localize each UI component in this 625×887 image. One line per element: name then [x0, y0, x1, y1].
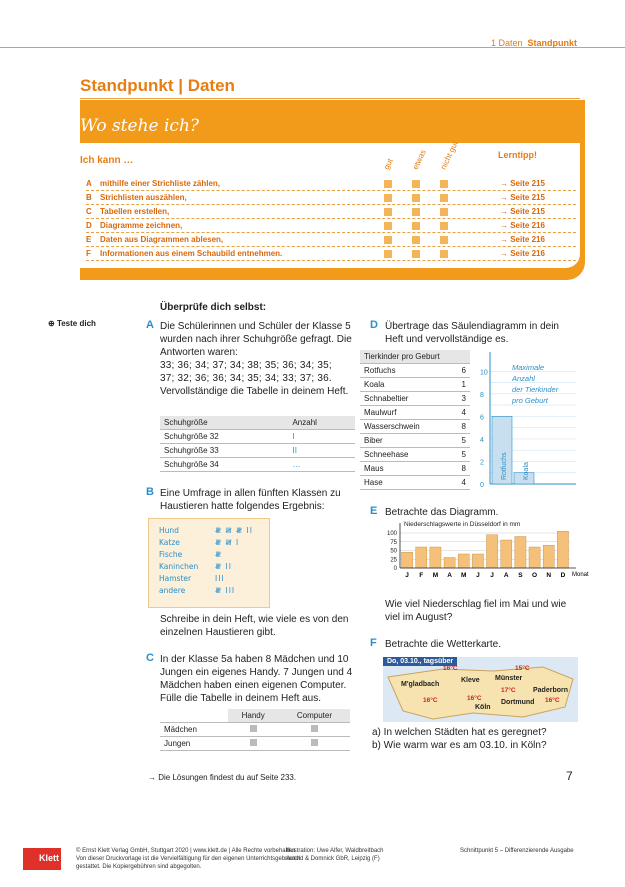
- row-ref-link[interactable]: → Seite 216: [500, 235, 545, 244]
- bar-label: Koala: [523, 462, 530, 480]
- bar: [529, 547, 540, 568]
- bar: [515, 537, 526, 569]
- checkbox-nicht-gut[interactable]: [440, 250, 448, 258]
- checkbox-nicht-gut[interactable]: [440, 222, 448, 230]
- x-tick-label: M: [432, 572, 439, 579]
- animal-name: Schneehase: [360, 448, 452, 462]
- animal-table: [360, 350, 470, 490]
- row-ref-link[interactable]: → Seite 215: [500, 207, 545, 216]
- animal-count: 4: [452, 406, 470, 420]
- pet-tally: III: [215, 574, 225, 583]
- row-letter: C: [86, 207, 92, 216]
- book-title: Schnittpunkt 5 – Differenzierende Ausgabe: [460, 848, 574, 854]
- col-gut: gut: [381, 157, 395, 171]
- col-nicht-gut: nicht gut: [438, 139, 460, 171]
- weather-map: [383, 657, 578, 722]
- checkbox-etwas[interactable]: [412, 250, 420, 258]
- page-title: Standpunkt | Daten: [80, 76, 235, 95]
- table-row: [160, 723, 350, 737]
- cell: Schuhgröße 32: [160, 430, 288, 444]
- th-anzahl: Anzahl: [288, 416, 355, 430]
- x-tick-label: F: [419, 572, 424, 579]
- x-axis-label: Monat: [572, 572, 589, 578]
- animal-count: 8: [452, 420, 470, 434]
- pet-tally: 𝍸: [215, 550, 223, 559]
- cell: Schuhgröße 34: [160, 458, 288, 472]
- y-tick-label: 100: [386, 531, 397, 537]
- cell: Schuhgröße 33: [160, 444, 288, 458]
- checkbox-nicht-gut[interactable]: [440, 236, 448, 244]
- check-heading: Überprüfe dich selbst:: [160, 302, 267, 313]
- y-tick-label: 10: [480, 369, 488, 377]
- row-letter: A: [86, 179, 92, 188]
- checkbox-etwas[interactable]: [412, 222, 420, 230]
- animal-count: 1: [452, 378, 470, 392]
- th-schuhgroesse: Schuhgröße: [160, 416, 288, 430]
- bar: [458, 554, 469, 568]
- task-a-text: Die Schülerinnen und Schüler der Klasse 5 wurden nach ihrer Schuhgröße gefragt. Die Antworten waren:: [160, 321, 352, 358]
- bar: [501, 540, 512, 568]
- city-label: Paderborn: [533, 687, 569, 694]
- x-tick-label: O: [532, 572, 538, 579]
- pet-name: Kaninchen: [159, 562, 199, 571]
- task-f-q2: b) Wie warm war es am 03.10. in Köln?: [372, 740, 547, 751]
- task-a-data-2: 37; 32; 36; 36; 34; 35; 34; 33; 37; 36.: [160, 373, 332, 384]
- table-row: [360, 462, 470, 476]
- checkbox-etwas[interactable]: [412, 180, 420, 188]
- y-tick-label: 4: [480, 436, 484, 444]
- chart-title: Niederschlagswerte in Düsseldorf in mm: [404, 521, 521, 528]
- checkbox-gut[interactable]: [384, 250, 392, 258]
- annotation-line: Maximale: [512, 363, 545, 372]
- title-rule: [80, 98, 580, 99]
- solutions-hint: → Die Lösungen findest du auf Seite 233.: [148, 773, 297, 782]
- animal-count: 3: [452, 392, 470, 406]
- task-e-text: Betrachte das Diagramm.: [385, 507, 499, 518]
- table-row: [160, 444, 355, 458]
- task-a-data-1: 33; 36; 34; 37; 34; 38; 35; 36; 34; 35;: [160, 360, 332, 371]
- cell: II: [288, 444, 355, 458]
- x-tick-label: J: [476, 572, 480, 579]
- city-label: M'gladbach: [401, 681, 440, 688]
- x-tick-label: S: [518, 572, 523, 579]
- city-label: Münster: [495, 675, 523, 682]
- animal-name: Schnabeltier: [360, 392, 452, 406]
- row-text: mithilfe einer Strichliste zählen,: [100, 179, 221, 188]
- bar: [543, 545, 554, 568]
- y-tick-label: 2: [480, 459, 484, 467]
- temperature-label: 16°C: [467, 695, 482, 702]
- y-tick-label: 50: [390, 548, 397, 555]
- animal-name: Maus: [360, 462, 452, 476]
- animal-count: 6: [452, 364, 470, 378]
- pet-tally: 𝍸 III: [215, 586, 236, 595]
- illustration-credit: Illustration: Uwe Alfer, Waldbreitbach Arnold & Domnick GbR, Leipzig (F): [286, 848, 384, 862]
- checkbox-nicht-gut[interactable]: [440, 208, 448, 216]
- task-e-letter: E: [370, 505, 378, 517]
- page-number: 7: [566, 769, 573, 783]
- running-header: 1 Daten Standpunkt: [490, 38, 577, 48]
- city-label: Dortmund: [501, 699, 535, 706]
- task-a-text2: Vervollständige die Tabelle in deinem Heft.: [160, 386, 349, 397]
- pet-name: Hund: [159, 526, 179, 535]
- task-f-text: Betrachte die Wetterkarte.: [385, 639, 501, 650]
- temperature-label: 16°C: [443, 665, 458, 672]
- x-tick-label: M: [461, 572, 467, 579]
- task-e-question: Wie viel Niederschlag fiel im Mai und wie viel im August?: [385, 599, 567, 623]
- bar: [472, 554, 483, 568]
- task-a: [160, 320, 355, 398]
- table-row: [160, 430, 355, 444]
- table-row: [360, 420, 470, 434]
- checklist-row: [86, 219, 576, 233]
- row-ref-link[interactable]: → Seite 215: [500, 179, 545, 188]
- row-ref-link[interactable]: → Seite 216: [500, 221, 545, 230]
- x-tick-label: A: [503, 572, 509, 579]
- checklist-row: [86, 247, 576, 261]
- table-row: [360, 448, 470, 462]
- checkbox-etwas[interactable]: [412, 236, 420, 244]
- row-letter: E: [86, 235, 92, 244]
- pet-tally: 𝍸 𝍸 I: [215, 538, 240, 547]
- animal-name: Wasserschwein: [360, 420, 452, 434]
- pet-tally-note: [148, 518, 270, 608]
- table-row: [360, 378, 470, 392]
- task-b-text: Eine Umfrage in allen fünften Klassen zu Haustieren hatte folgendes Ergebnis:: [160, 488, 341, 512]
- cell-empty: [228, 737, 279, 751]
- task-f-letter: F: [370, 637, 377, 649]
- checklist-row: [86, 191, 576, 205]
- pet-name: andere: [159, 586, 186, 595]
- banner-question: Wo stehe ich?: [80, 116, 200, 136]
- animal-count: 8: [452, 462, 470, 476]
- animal-bar-chart: [476, 348, 580, 494]
- table-row: [360, 434, 470, 448]
- checkbox-gut[interactable]: [384, 222, 392, 230]
- task-b-letter: B: [146, 486, 154, 498]
- teste-dich-link[interactable]: ⊕ Teste dich: [48, 319, 96, 328]
- bar: [557, 531, 568, 568]
- th-tierkinder: Tierkinder pro Geburt: [360, 350, 470, 364]
- checklist-row: [86, 205, 576, 219]
- pet-name: Fische: [159, 550, 183, 559]
- shoe-size-table: [160, 416, 355, 472]
- annotation-line: der Tierkinder: [512, 385, 559, 394]
- table-row: [160, 458, 355, 472]
- task-b-text2: Schreibe in dein Heft, wie viele es von den einzelnen Haustieren gibt.: [160, 614, 349, 638]
- checkbox-etwas[interactable]: [412, 208, 420, 216]
- x-tick-label: D: [560, 572, 566, 579]
- table-row: [360, 406, 470, 420]
- row-text: Tabellen erstellen,: [100, 207, 170, 216]
- bar: [430, 547, 441, 568]
- x-tick-label: J: [405, 572, 409, 579]
- y-tick-label: 75: [390, 539, 397, 546]
- pet-tally: 𝍸 𝍸 𝍸 II: [215, 526, 253, 535]
- bar-label: Rotfuchs: [501, 452, 508, 480]
- globe-icon: ⊕: [48, 319, 55, 328]
- bar: [402, 552, 413, 568]
- x-tick-label: N: [546, 572, 552, 579]
- precipitation-chart: [370, 518, 589, 582]
- animal-count: 5: [452, 448, 470, 462]
- ich-kann-label: Ich kann …: [80, 155, 134, 166]
- checkbox-etwas[interactable]: [412, 194, 420, 202]
- bar: [416, 547, 427, 568]
- cell-empty: [228, 723, 279, 737]
- bar: [487, 535, 498, 568]
- animal-name: Hase: [360, 476, 452, 490]
- task-c-letter: C: [146, 652, 154, 664]
- pet-name: Hamster: [159, 574, 192, 583]
- checkbox-nicht-gut[interactable]: [440, 194, 448, 202]
- row-ref-link[interactable]: → Seite 215: [500, 193, 545, 202]
- bar: [444, 558, 455, 569]
- animal-count: 4: [452, 476, 470, 490]
- checkbox-gut[interactable]: [384, 236, 392, 244]
- col-etwas: etwas: [410, 148, 428, 171]
- temperature-label: 16°C: [423, 697, 438, 704]
- row-letter: D: [86, 221, 92, 230]
- animal-name: Koala: [360, 378, 452, 392]
- map-title: Do, 03.10., tagsüber: [383, 657, 457, 666]
- checkbox-gut[interactable]: [384, 194, 392, 202]
- animal-name: Biber: [360, 434, 452, 448]
- table-row: [160, 737, 350, 751]
- cell: …: [288, 458, 355, 472]
- task-f-q1: a) In welchen Städten hat es geregnet?: [372, 727, 547, 738]
- row-maedchen: Mädchen: [160, 723, 228, 737]
- y-tick-label: 0: [393, 566, 397, 572]
- lerntipp-label: Lerntipp!: [498, 150, 537, 160]
- th-empty: [160, 709, 228, 723]
- animal-name: Rotfuchs: [360, 364, 452, 378]
- checkbox-gut[interactable]: [384, 180, 392, 188]
- annotation-line: Anzahl: [512, 374, 535, 383]
- x-tick-label: J: [490, 572, 494, 579]
- checklist-row: [86, 177, 576, 191]
- row-ref-link[interactable]: → Seite 216: [500, 249, 545, 258]
- phone-computer-table: [160, 709, 350, 751]
- temperature-label: 17°C: [501, 687, 516, 694]
- cell-empty: [279, 723, 350, 737]
- annotation-line: pro Geburt: [512, 396, 548, 405]
- cell-empty: [279, 737, 350, 751]
- table-row: [360, 392, 470, 406]
- row-letter: F: [86, 249, 91, 258]
- checkbox-gut[interactable]: [384, 208, 392, 216]
- task-d-text: Übertrage das Säulendiagramm in dein Heft und vervollständige es.: [385, 321, 559, 345]
- task-d-letter: D: [370, 319, 378, 331]
- checklist-row: [86, 233, 576, 247]
- copyright: © Ernst Klett Verlag GmbH, Stuttgart 2020 | www.klett.de | Alle Rechte vorbehalten Von dieser Druckvorlage ist die Vervielfältigung für den eigenen Unterrichtsgebrauch gestattet. Die Kopiergebühren sind abgegolten.: [76, 848, 301, 870]
- animal-count: 5: [452, 434, 470, 448]
- temperature-label: 15°C: [515, 665, 530, 672]
- row-jungen: Jungen: [160, 737, 228, 751]
- task-a-letter: A: [146, 319, 154, 331]
- task-c-text: In der Klasse 5a haben 8 Mädchen und 10 Jungen ein eigenes Handy. 7 Jungen und 4 Mädchen haben einen eigenen Computer. Fülle die Tabelle in deinem Heft aus.: [160, 654, 353, 704]
- y-tick-label: 8: [480, 391, 484, 399]
- checkbox-nicht-gut[interactable]: [440, 180, 448, 188]
- city-label: Kleve: [461, 677, 480, 684]
- city-label: Köln: [475, 704, 491, 711]
- x-tick-label: A: [447, 572, 452, 579]
- cell: I: [288, 430, 355, 444]
- row-letter: B: [86, 193, 92, 202]
- row-text: Diagramme zeichnen,: [100, 221, 183, 230]
- table-row: [360, 364, 470, 378]
- klett-logo: Klett: [23, 848, 61, 870]
- pet-name: Katze: [159, 538, 180, 547]
- row-text: Strichlisten auszählen,: [100, 193, 187, 202]
- row-text: Daten aus Diagrammen ablesen,: [100, 235, 224, 244]
- temperature-label: 16°C: [545, 697, 560, 704]
- y-tick-label: 6: [480, 414, 484, 422]
- animal-name: Maulwurf: [360, 406, 452, 420]
- y-tick-label: 0: [480, 482, 484, 489]
- th-handy: Handy: [228, 709, 279, 723]
- pet-tally: 𝍸 II: [215, 562, 232, 571]
- th-computer: Computer: [279, 709, 350, 723]
- table-row: [360, 476, 470, 490]
- y-tick-label: 25: [390, 557, 397, 564]
- row-text: Informationen aus einem Schaubild entnehmen.: [100, 249, 283, 258]
